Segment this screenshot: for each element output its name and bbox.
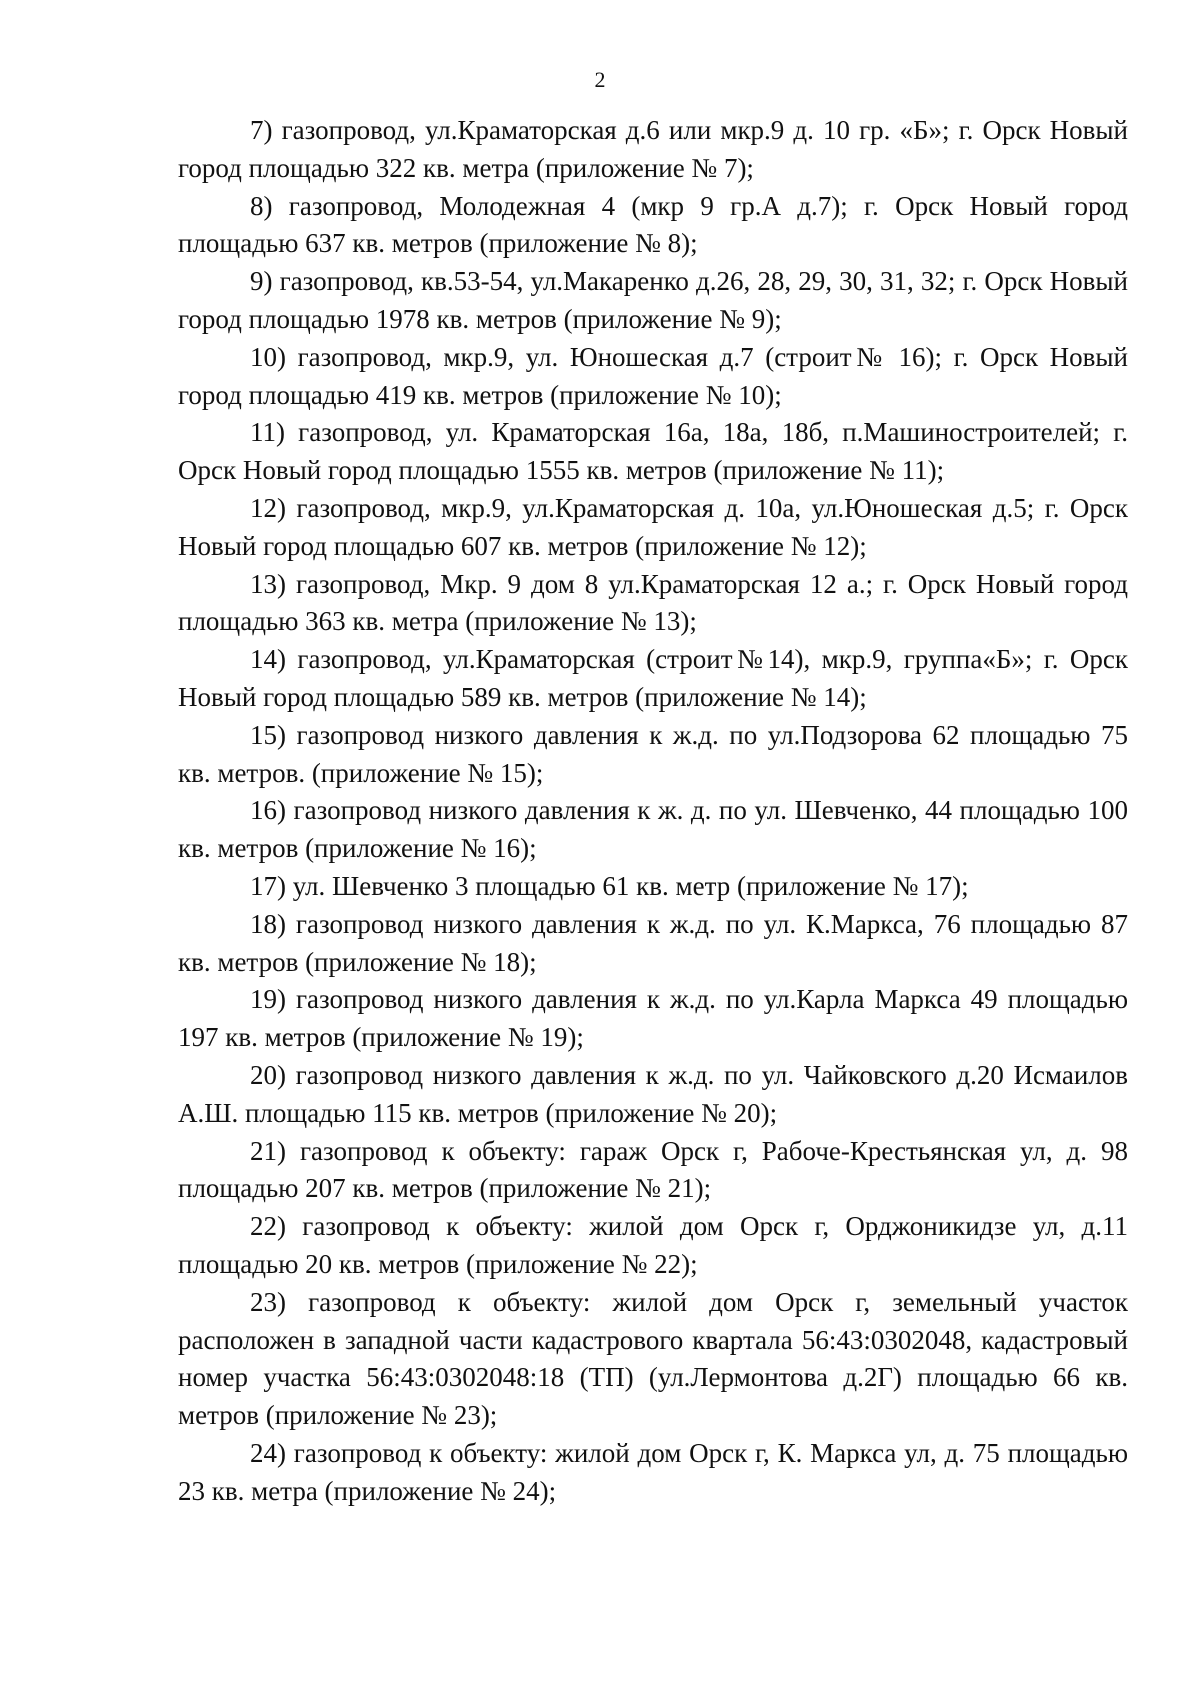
list-item: 23) газопровод к объекту: жилой дом Орск г, земельный участок расположен в западной части кадастрового квартала 56:43:0302048, кадастровый номер участка 56:43:0302048:18 (ТП) (ул.Лермонтова д.2Г) площадью 66 кв. метров (приложение № 23); bbox=[178, 1286, 1128, 1431]
list-item: 17) ул. Шевченко 3 площадью 61 кв. метр (приложение № 17); bbox=[250, 870, 969, 901]
list-item: 20) газопровод низкого давления к ж.д. по ул. Чайковского д.20 Исмаилов А.Ш. площадью 115 кв. метров (приложение № 20); bbox=[178, 1059, 1128, 1128]
list-item: 21) газопровод к объекту: гараж Орск г, Рабоче-Крестьянская ул, д. 98 площадью 207 кв. метров (приложение № 21); bbox=[178, 1135, 1128, 1204]
list-item: 24) газопровод к объекту: жилой дом Орск г, К. Маркса ул, д. 75 площадью 23 кв. метра (приложение № 24); bbox=[178, 1437, 1128, 1506]
list-item: 16) газопровод низкого давления к ж. д. по ул. Шевченко, 44 площадью 100 кв. метров (приложение № 16); bbox=[178, 795, 1128, 864]
list-item: 9) газопровод, кв.53-54, ул.Макаренко д.26, 28, 29, 30, 31, 32; г. Орск Новый город площадью 1978 кв. метров (приложение № 9); bbox=[178, 266, 1128, 334]
list-item: 15) газопровод низкого давления к ж.д. по ул.Подзорова 62 площадью 75 кв. метров. (приложение № 15); bbox=[178, 719, 1128, 788]
list-item: 10) газопровод, мкр.9, ул. Юношеская д.7 (строит№ 16); г. Орск Новый город площадью 419 кв. метров (приложение № 10); bbox=[178, 341, 1128, 410]
list-item: 12) газопровод, мкр.9, ул.Краматорская д. 10а, ул.Юношеская д.5; г. Орск Новый город площадью 607 кв. метров (приложение № 12); bbox=[178, 492, 1128, 561]
page-number: 2 bbox=[594, 67, 606, 92]
document-body bbox=[178, 112, 1128, 1510]
list-item: 22) газопровод к объекту: жилой дом Орск г, Орджоникидзе ул, д.11 площадью 20 кв. метров (приложение № 22); bbox=[178, 1211, 1128, 1279]
list-item: 19) газопровод низкого давления к ж.д. по ул.Карла Маркса 49 площадью 197 кв. метров (приложение № 19); bbox=[178, 984, 1128, 1053]
list-item: 13) газопровод, Мкр. 9 дом 8 ул.Краматорская 12 а.; г. Орск Новый город площадью 363 кв. метра (приложение № 13); bbox=[178, 568, 1128, 637]
list-item: 18) газопровод низкого давления к ж.д. по ул. К.Маркса, 76 площадью 87 кв. метров (приложение № 18); bbox=[178, 908, 1128, 977]
list-item: 7) газопровод, ул.Краматорская д.6 или мкр.9 д. 10 гр. «Б»; г. Орск Новый город площадью 322 кв. метра (приложение № 7); bbox=[178, 115, 1128, 183]
list-item: 11) газопровод, ул. Краматорская 16а, 18а, 18б, п.Машиностроителей; г. Орск Новый город площадью 1555 кв. метров (приложение № 11); bbox=[178, 417, 1128, 486]
list-item: 14) газопровод, ул.Краматорская (строит№14), мкр.9, группа«Б»; г. Орск Новый город площадью 589 кв. метров (приложение № 14); bbox=[178, 644, 1128, 712]
list-item: 8) газопровод, Молодежная 4 (мкр 9 гр.А д.7); г. Орск Новый город площадью 637 кв. метров (приложение № 8); bbox=[178, 190, 1128, 259]
